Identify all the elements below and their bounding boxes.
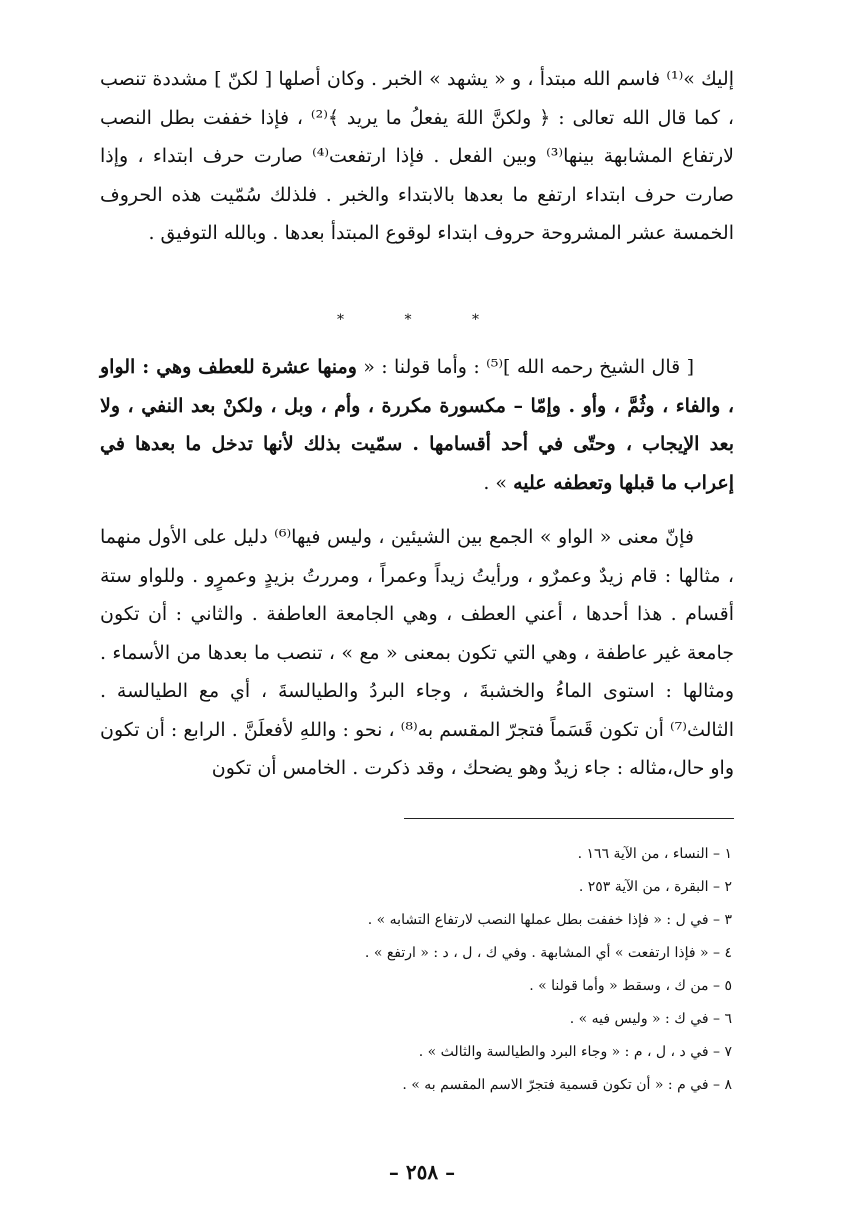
quote-end: » . xyxy=(483,471,514,494)
section-separator: * * * xyxy=(337,312,507,328)
main-text-upper xyxy=(100,60,734,253)
paragraph-1: إليك »⁽¹⁾ فاسم الله مبتدأ ، و « يشهد » الخبر . وكان أصلها [ لكنّ ] مشددة تنصب ، كما قال الله تعالى : ﴿ ولكنَّ اللهَ يفعلُ ما يريد ﴾⁽²⁾ ، فإذا خففت بطل النصب لارتفاع المشابهة بينها⁽³⁾ وبين الفعل . فإذا ارتفعت⁽⁴⁾ صارت حرف ابتداء ، وإذا صارت حرف ابتداء ارتفع ما بعدها بالابتداء والخبر . فلذلك سُمّيت هذه الحروف الخمسة عشر المشروحة حروف ابتداء لوقوع المبتدأ بعدها . وبالله التوفيق . xyxy=(100,68,734,244)
quote-bold-text: ومنها عشرة للعطف وهي : الواو ، والفاء ، وثُمَّ ، وأو . وإمّا – مكسورة مكررة ، وأم ، وبل ، ولكنْ بعد النفي ، ولا بعد الإيجاب ، وحتّى في أحد أقسامها . سمّيت بذلك لأنها تدخل ما بعدها في إعراب ما قبلها وتعطفه عليه xyxy=(100,356,734,494)
quote-intro: [ قال الشيخ رحمه الله ]⁽⁵⁾ : وأما قولنا : « xyxy=(356,356,694,378)
main-text-quote xyxy=(100,348,734,502)
footnote-3: ٣ – في ل : « فإذا خففت بطل عملها النصب لارتفاع التشابه » . xyxy=(367,912,732,928)
footnote-8: ٨ – في م : « أن تكون قسمية فتجرّ الاسم المقسم به » . xyxy=(402,1077,732,1093)
main-text-lower xyxy=(100,518,734,788)
footnote-5: ٥ – من ك ، وسقط « وأما قولنا » . xyxy=(529,978,732,994)
paragraph-2 xyxy=(100,348,734,502)
footnote-1: ١ – النساء ، من الآية ١٦٦ . xyxy=(577,846,732,862)
footnotes xyxy=(180,838,732,1102)
page-number: – ٢٥٨ – xyxy=(388,1160,456,1184)
footnote-6: ٦ – في ك : « وليس فيه » . xyxy=(569,1011,732,1027)
footnote-rule xyxy=(404,818,734,819)
footnote-7: ٧ – في د ، ل ، م : « وجاء البرد والطيالسة والثالث » . xyxy=(418,1044,732,1060)
footnote-4: ٤ – « فإذا ارتفعت » أي المشابهة . وفي ك ، ل ، د : « ارتفع » . xyxy=(364,945,732,961)
paragraph-3: فإنّ معنى « الواو » الجمع بين الشيئين ، وليس فيها⁽⁶⁾ دليل على الأول منهما ، مثالها : قام زيدٌ وعمرٌو ، ورأيتُ زيداً وعمراً ، ومررتُ بزيدٍ وعمرٍو . وللواو ستة أقسام . هذا أحدها ، أعني العطف ، وهي الجامعة العاطفة . والثاني : أن تكون جامعة غير عاطفة ، وهي التي تكون بمعنى « مع » ، تنصب ما بعدها من الأسماء . ومثالها : استوى الماءُ والخشبةَ ، وجاء البردُ والطيالسةَ ، أي مع الطيالسة . الثالث⁽⁷⁾ أن تكون قَسَماً فتجرّ المقسم به⁽⁸⁾ ، نحو : واللهِ لأفعلَنَّ . الرابع : أن تكون واو حال،مثاله : جاء زيدٌ وهو يضحك ، وقد ذكرت . الخامس أن تكون xyxy=(100,526,734,779)
footnote-2: ٢ – البقرة ، من الآية ٢٥٣ . xyxy=(578,879,732,895)
